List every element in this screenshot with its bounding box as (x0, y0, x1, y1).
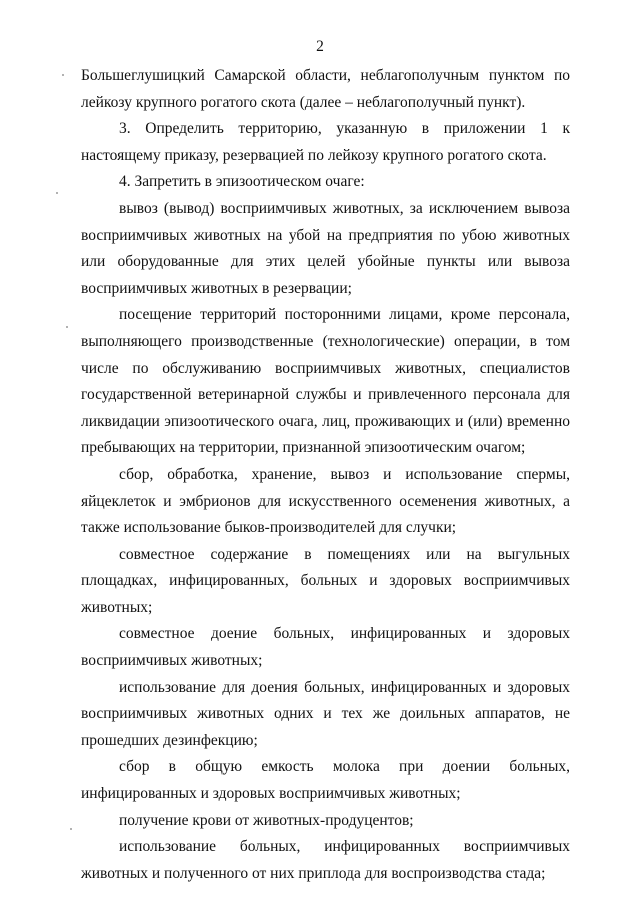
paragraph-reproduction-ban: использование больных, инфицированных восприимчивых животных и полученного от них приплода для воспроизводства стада; (81, 838, 570, 882)
paragraph-milking-devices-ban: использование для доения больных, инфицированных и здоровых восприимчивых животных одних и тех же доильных аппаратов, не прошедших дезинфекцию; (81, 678, 570, 749)
paragraph-export-ban: вывоз (вывод) восприимчивых животных, за исключением вывоза восприимчивых животных на убой на предприятия по убою животных или оборудованные для этих целей убойные пункты или вывоза восприимчивых животных в резервации; (81, 199, 570, 297)
scan-speck (56, 192, 58, 194)
scan-speck (62, 74, 64, 76)
paragraph-blood-ban: получение крови от животных-продуцентов; (119, 811, 414, 829)
paragraph-visit-ban: посещение территорий посторонними лицами, кроме персонала, выполняющего производственные (технологические) операции, в том числе по обслуживанию восприимчивых животных, специалистов государственной ветеринарной службы и привлеченного персонала для ликвидации эпизоотического очага, лиц, проживающих и (или) временно пребывающих на территории, признанной эпизоотическим очагом; (81, 306, 570, 457)
scan-speck (70, 828, 72, 830)
paragraph-joint-keeping-ban: совместное содержание в помещениях или на выгульных площадках, инфицированных, больных и здоровых восприимчивых животных; (81, 545, 570, 616)
paragraph-item-4: 4. Запретить в эпизоотическом очаге: (119, 173, 365, 191)
paragraph-sperm-ban: сбор, обработка, хранение, вывоз и использование спермы, яйцеклеток и эмбрионов для искусственного осеменения животных, а также использование быков-производителей для случки; (81, 465, 570, 537)
paragraph-item-3: 3. Определить территорию, указанную в приложении 1 к настоящему приказу, резервацией по лейкозу крупного рогатого скота. (81, 120, 570, 164)
paragraph-continuation: Большеглушицкий Самарской области, неблагополучным пунктом по лейкозу крупного рогатого скота (далее – неблагополучный пункт). (81, 67, 570, 111)
document-body (81, 63, 570, 887)
paragraph-milk-collection-ban: сбор в общую емкость молока при доении больных, инфицированных и здоровых восприимчивых животных; (81, 758, 570, 803)
page-number: 2 (316, 38, 324, 55)
scan-speck (66, 326, 68, 328)
paragraph-joint-milking-ban: совместное доение больных, инфицированных и здоровых восприимчивых животных; (81, 625, 570, 670)
